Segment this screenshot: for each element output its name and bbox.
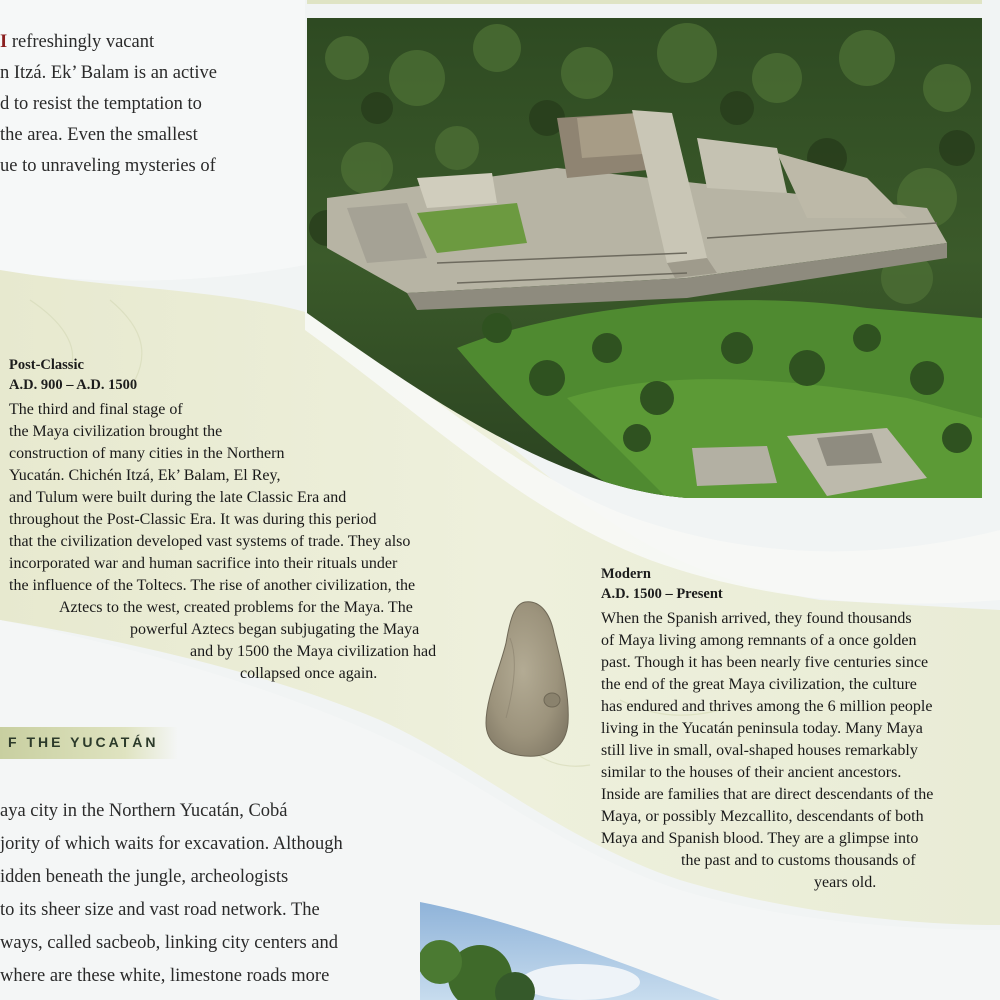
intro-line-1: I refreshingly vacant <box>0 32 155 52</box>
post-classic-line: the influence of the Toltecs. The rise of another civilization, the <box>9 577 416 594</box>
post-classic-line: and Tulum were built during the late Classic Era and <box>9 489 347 506</box>
post-classic-line: collapsed once again. <box>240 665 378 682</box>
post-classic-title: Post-Classic <box>9 357 84 373</box>
drop-cap: I <box>0 32 8 52</box>
modern-line: years old. <box>814 874 877 891</box>
modern-line: past. Though it has been nearly five centuries since <box>601 654 929 671</box>
intro-line-5: ue to unraveling mysteries of <box>0 156 216 176</box>
post-classic-line: the Maya civilization brought the <box>9 423 223 440</box>
post-classic-line: throughout the Post-Classic Era. It was during this period <box>9 511 377 528</box>
modern-dates: A.D. 1500 – Present <box>601 586 723 602</box>
post-classic-line: incorporated war and human sacrifice into their rituals under <box>9 555 398 572</box>
intro-line-2: n Itzá. Ek’ Balam is an active <box>0 63 217 83</box>
section-title: F THE YUCATÁN <box>8 734 159 750</box>
modern-line: similar to the houses of their ancient ancestors. <box>601 764 902 781</box>
coba-line: aya city in the Northern Yucatán, Cobá <box>0 801 288 821</box>
coba-line: ways, called sacbeob, linking city centers and <box>0 933 339 953</box>
coba-photo <box>420 902 1000 1000</box>
ek-balam-aerial-photo <box>307 18 982 498</box>
modern-line: of Maya living among remnants of a once golden <box>601 632 917 649</box>
modern-line: has endured and thrives among the 6 million people <box>601 698 933 715</box>
post-classic-line: and by 1500 the Maya civilization had <box>190 643 437 660</box>
modern-line: living in the Yucatán peninsula today. Many Maya <box>601 720 923 737</box>
post-classic-line: powerful Aztecs began subjugating the Maya <box>130 621 420 638</box>
coba-line: idden beneath the jungle, archeologists <box>0 867 289 887</box>
coba-line: where are these white, limestone roads more <box>0 966 330 986</box>
modern-line: When the Spanish arrived, they found thousands <box>601 610 912 627</box>
post-classic-line: Yucatán. Chichén Itzá, Ek’ Balam, El Rey, <box>9 467 281 484</box>
modern-line: Inside are families that are direct descendants of the <box>601 786 934 803</box>
post-classic-line: that the civilization developed vast systems of trade. They also <box>9 533 411 550</box>
modern-line: still live in small, oval-shaped houses remarkably <box>601 742 918 759</box>
post-classic-line: The third and final stage of <box>9 401 183 418</box>
post-classic-line: construction of many cities in the Northern <box>9 445 285 462</box>
modern-line: Maya and Spanish blood. They are a glimpse into <box>601 830 919 847</box>
modern-line: Maya, or possibly Mezcallito, descendants of both <box>601 808 924 825</box>
coba-line: jority of which waits for excavation. Although <box>0 834 343 854</box>
post-classic-dates: A.D. 900 – A.D. 1500 <box>9 377 138 393</box>
modern-title: Modern <box>601 566 651 582</box>
modern-line: the end of the great Maya civilization, the culture <box>601 676 917 693</box>
modern-line: the past and to customs thousands of <box>681 852 916 869</box>
coba-line: to its sheer size and vast road network. The <box>0 900 320 920</box>
post-classic-line: Aztecs to the west, created problems for the Maya. The <box>59 599 413 616</box>
section-banner <box>0 727 178 759</box>
stone-artifact-image <box>480 598 575 763</box>
intro-line-4: the area. Even the smallest <box>0 125 198 145</box>
intro-line-3: d to resist the temptation to <box>0 94 202 114</box>
